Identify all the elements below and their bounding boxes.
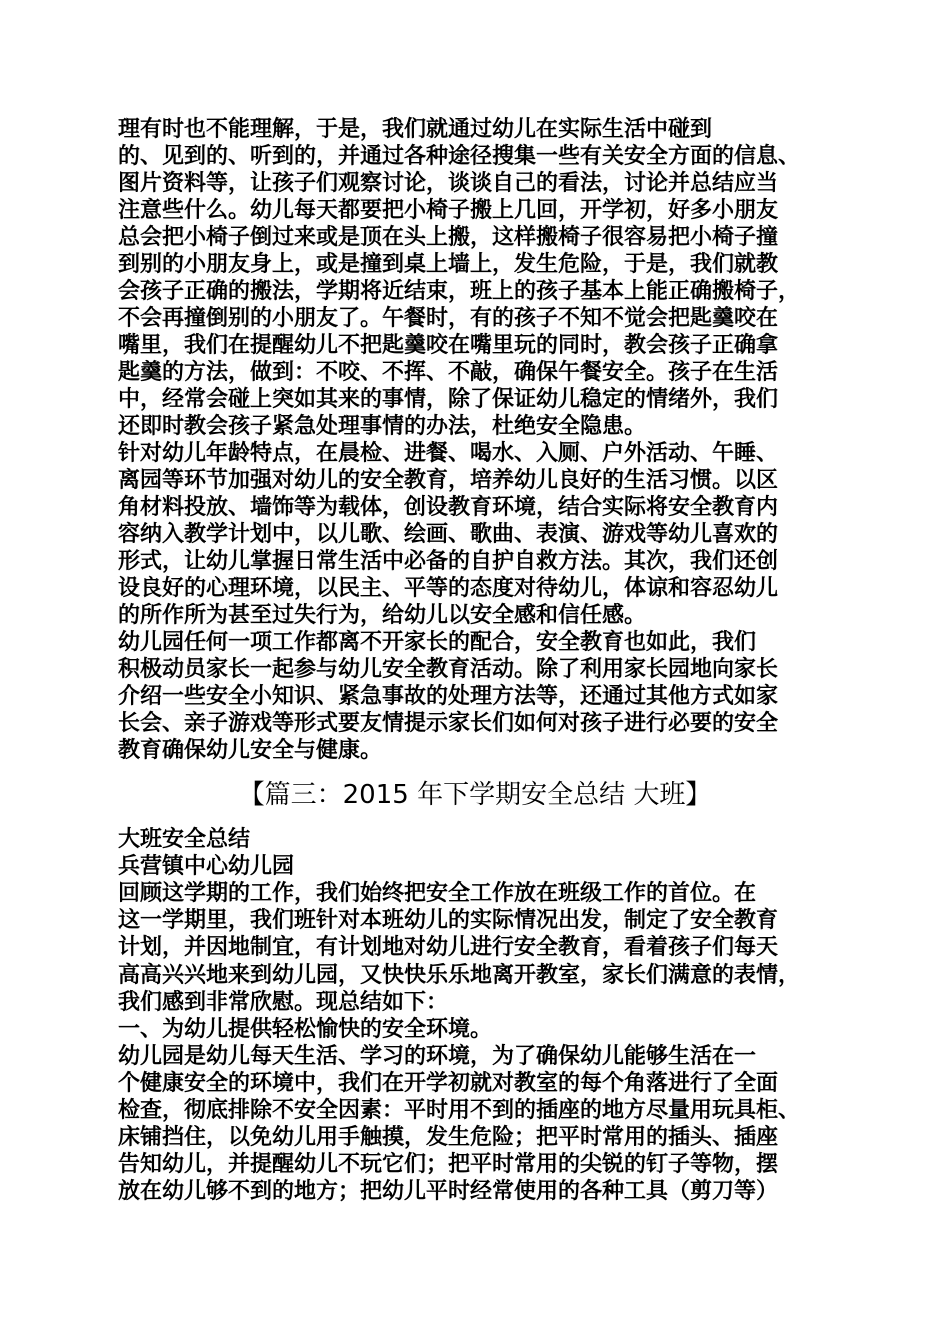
text-line: 到别的小朋友身上，或是撞到桌上墙上，发生危险，于是，我们就教 (118, 252, 779, 277)
text-line: 幼儿园任何一项工作都离不开家长的配合，安全教育也如此，我们 (118, 630, 757, 655)
text-line: 幼儿园是幼儿每天生活、学习的环境，为了确保幼儿能够生活在一 (118, 1043, 757, 1069)
text-line: 我们感到非常欣慰。现总结如下： (118, 989, 449, 1015)
text-line: 匙羹的方法，做到：不咬、不挥、不敲，确保午餐安全。孩子在生活 (118, 360, 779, 385)
text-line: 的、见到的、听到的，并通过各种途径搜集一些有关安全方面的信息、 (118, 144, 801, 169)
text-line: 不会再撞倒别的小朋友了。午餐时，有的孩子不知不觉会把匙羹咬在 (118, 306, 779, 331)
text-line: 会孩子正确的搬法，学期将近结束，班上的孩子基本上能正确搬椅子， (118, 279, 801, 304)
text-line: 图片资料等，让孩子们观察讨论，谈谈自己的看法，讨论并总结应当 (118, 171, 779, 196)
section-heading: 【篇三：2015 年下学期安全总结 大班】 (238, 780, 712, 810)
text-line: 注意些什么。幼儿每天都要把小椅子搬上几回，开学初，好多小朋友 (118, 198, 779, 223)
text-line: 积极动员家长一起参与幼儿安全教育活动。除了利用家长园地向家长 (118, 657, 779, 682)
text-line: 中，经常会碰上突如其来的事情，除了保证幼儿稳定的情绪外，我们 (118, 387, 779, 412)
text-line: 理有时也不能理解，于是，我们就通过幼儿在实际生活中碰到 (118, 117, 713, 142)
text-line: 长会、亲子游戏等形式要友情提示家长们如何对孩子进行必要的安全 (118, 711, 779, 736)
text-line: 计划，并因地制宜，有计划地对幼儿进行安全教育，看着孩子们每天 (118, 935, 779, 961)
text-line: 教育确保幼儿安全与健康。 (118, 738, 383, 763)
text-line: 形式，让幼儿掌握日常生活中必备的自护自救方法。其次，我们还创 (118, 549, 779, 574)
text-line: 角材料投放、墙饰等为载体，创设教育环境，结合实际将安全教育内 (118, 495, 779, 520)
text-line: 放在幼儿够不到的地方；把幼儿平时经常使用的各种工具（剪刀等） (118, 1179, 779, 1205)
text-line: 容纳入教学计划中，以儿歌、绘画、歌曲、表演、游戏等幼儿喜欢的 (118, 522, 779, 547)
text-line: 总会把小椅子倒过来或是顶在头上搬，这样搬椅子很容易把小椅子撞 (118, 225, 779, 250)
text-line: 告知幼儿，并提醒幼儿不玩它们；把平时常用的尖锐的钉子等物，摆 (118, 1152, 779, 1178)
text-line: 高高兴兴地来到幼儿园，又快快乐乐地离开教室，家长们满意的表情， (118, 962, 801, 988)
text-line: 大班安全总结 (118, 827, 251, 852)
text-line: 兵营镇中心幼儿园 (118, 854, 295, 880)
text-line: 离园等环节加强对幼儿的安全教育，培养幼儿良好的生活习惯。以区 (118, 468, 779, 493)
text-line: 还即时教会孩子紧急处理事情的办法，杜绝安全隐患。 (118, 414, 647, 439)
text-line: 这一学期里，我们班针对本班幼儿的实际情况出发，制定了安全教育 (118, 908, 779, 934)
text-line: 个健康安全的环境中，我们在开学初就对教室的每个角落进行了全面 (118, 1070, 779, 1096)
text-line: 检查，彻底排除不安全因素：平时用不到的插座的地方尽量用玩具柜、 (118, 1098, 801, 1123)
text-line: 的所作所为甚至过失行为，给幼儿以安全感和信任感。 (118, 603, 647, 628)
text-line: 介绍一些安全小知识、紧急事故的处理方法等，还通过其他方式如家 (118, 684, 779, 709)
text-line: 床铺挡住，以免幼儿用手触摸，发生危险；把平时常用的插头、插座 (118, 1125, 779, 1151)
text-line: 回顾这学期的工作，我们始终把安全工作放在班级工作的首位。在 (118, 881, 757, 907)
text-line: 针对幼儿年龄特点，在晨检、进餐、喝水、入厕、户外活动、午睡、 (118, 441, 779, 466)
text-line: 设良好的心理环境，以民主、平等的态度对待幼儿，体谅和容忍幼儿 (118, 576, 779, 601)
text-line: 嘴里，我们在提醒幼儿不把匙羹咬在嘴里玩的同时，教会孩子正确拿 (118, 333, 779, 358)
text-line: 一、为幼儿提供轻松愉快的安全环境。 (118, 1016, 493, 1042)
